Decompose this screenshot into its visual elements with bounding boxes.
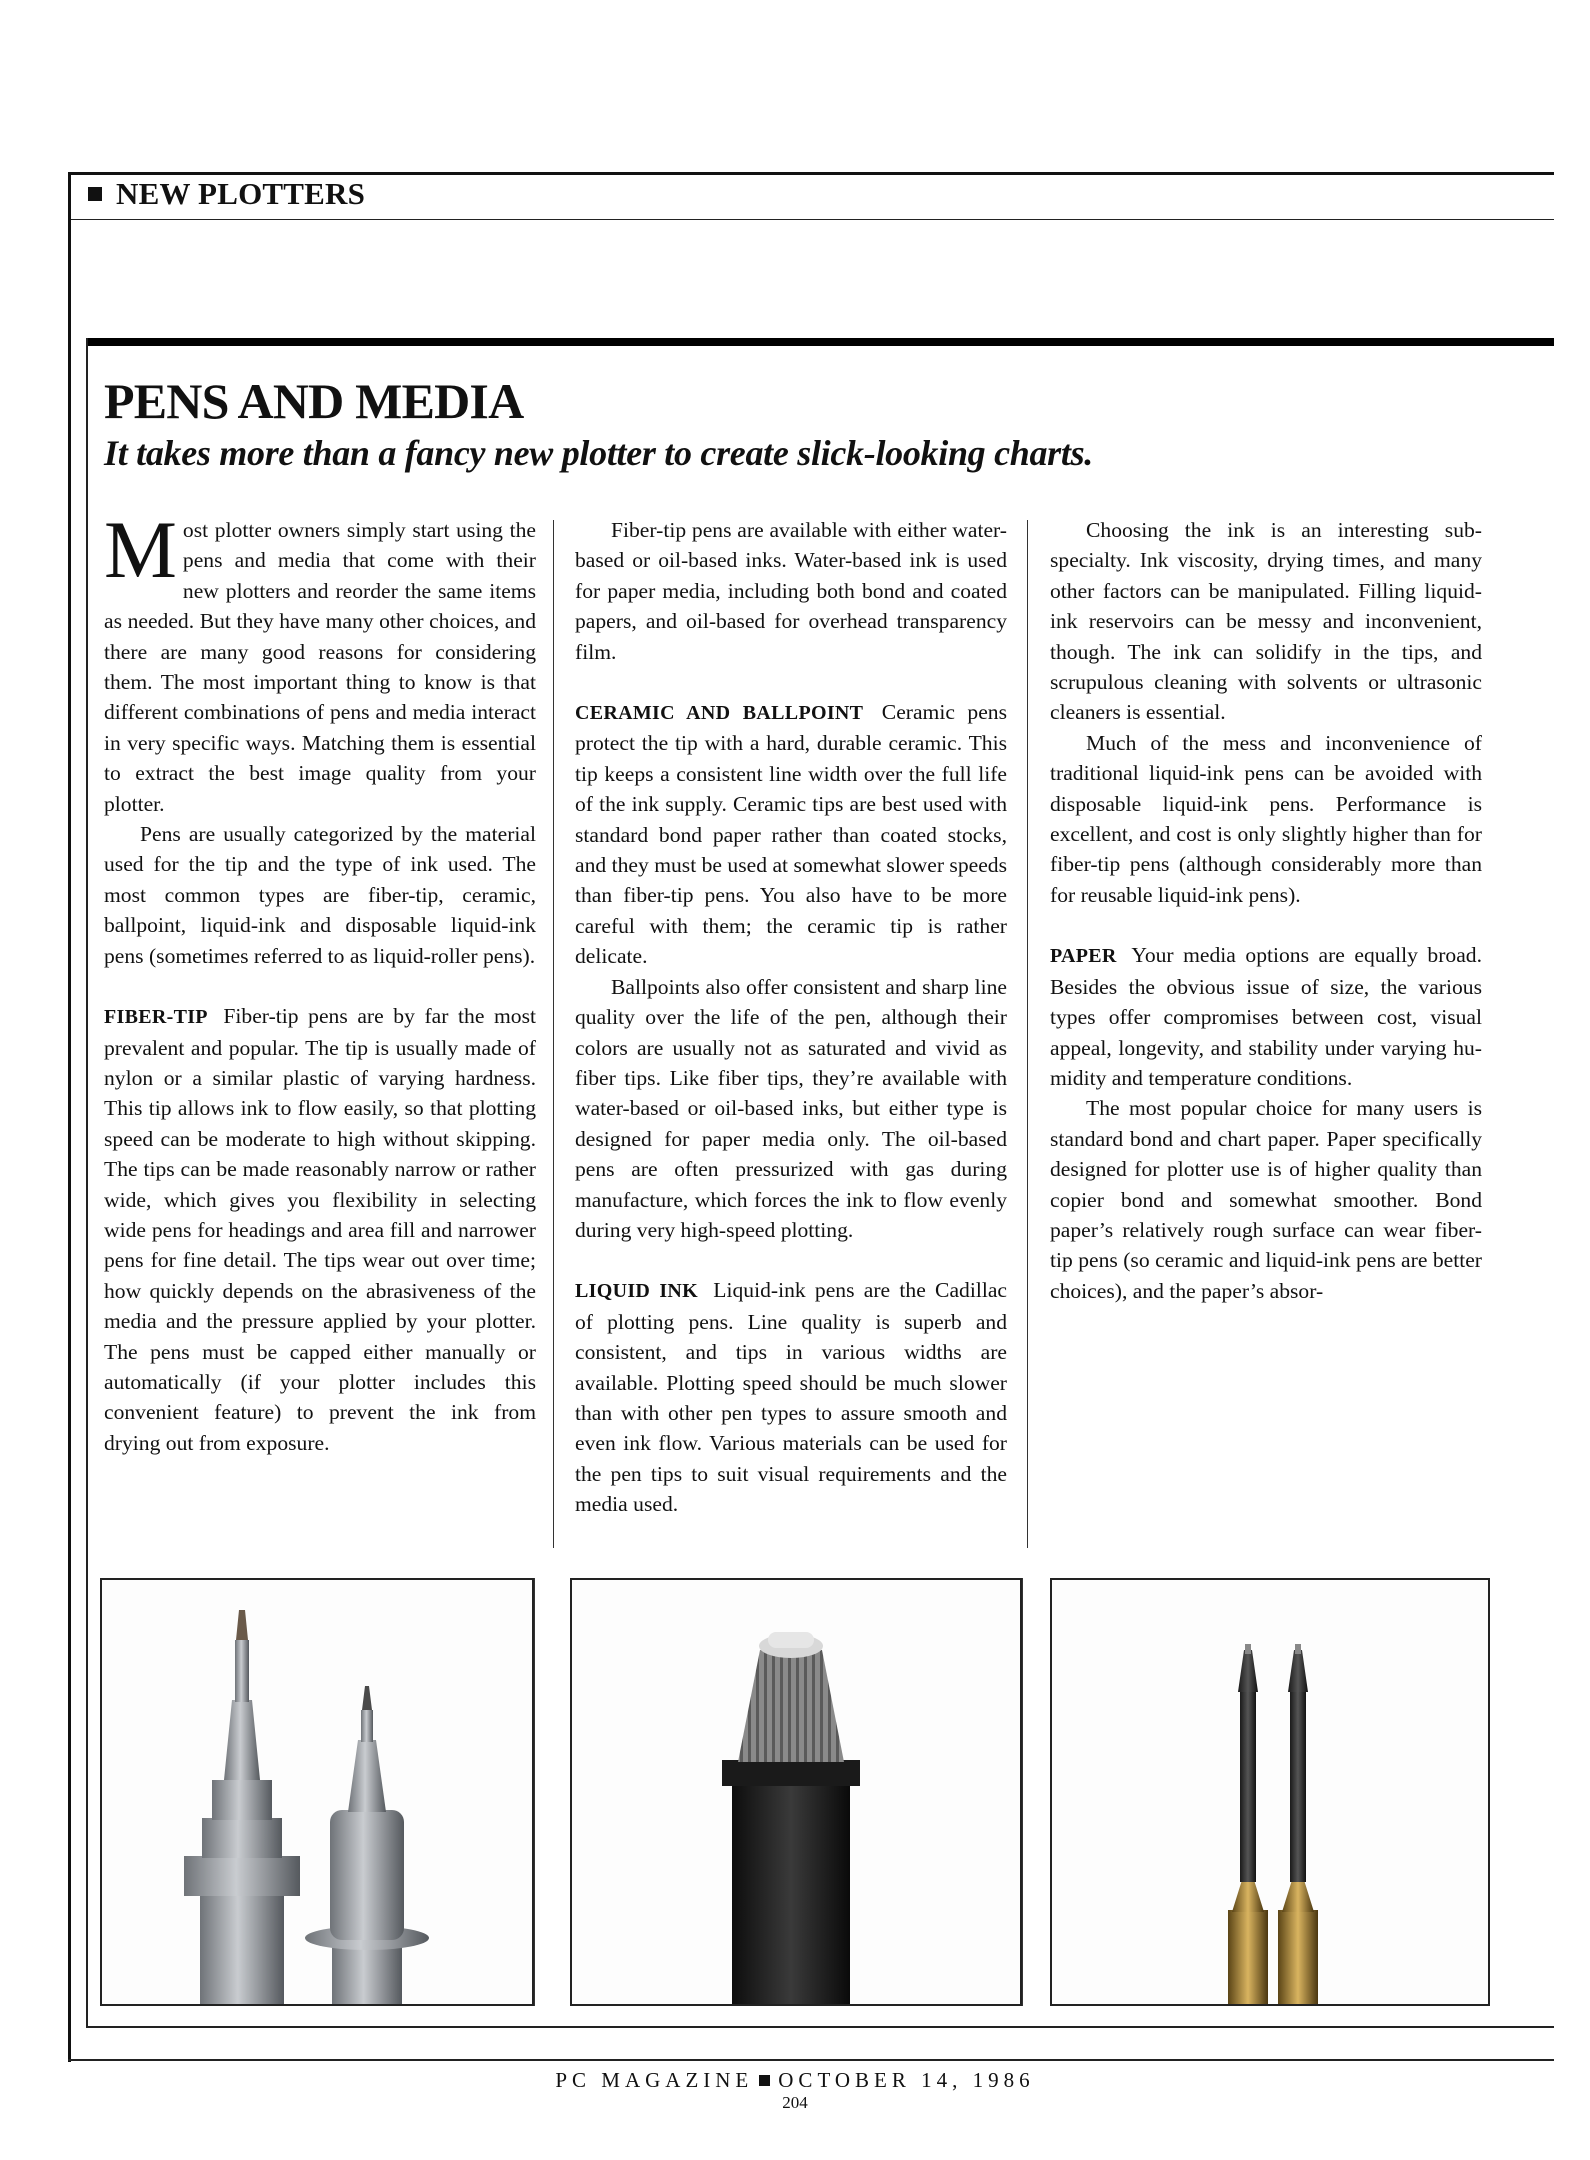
ceramic-paragraph-text: Ceramic pens protect the tip with a hard, durable ceramic. This tip keeps a consistent line width over the full life of the ink supply. Ceramic tips are best used with standard bond paper rather than coated stocks, and they must be used at somewhat slower speeds than fiber-tip pens. You also have to be more careful with them; the ceramic tip is rather delicate. xyxy=(575,700,1008,969)
paper-paragraph-text: Your media options are equally broad. Besides the obvious issue of size, the various types offer compromises between cost, visual appeal, longevity, and stability under varying humidity and temperature conditions. xyxy=(1050,943,1482,1090)
section-underline xyxy=(71,219,1554,220)
ballpoint-paragraph: Ballpoints also offer consistent and sharp line quality over the life of the pen, although their colors are usually not as saturated and vivid as fiber tips. Like fiber tips, they’re available with water-based or oil-based inks, but either type is designed for paper media only. The oil-based pens are often pressurized with gas during manufacture, which forces the ink to flow evenly during very high-speed plotting. xyxy=(575,974,1007,1242)
drop-cap: M xyxy=(104,504,177,595)
fiber-tip-paragraph xyxy=(104,1001,536,1458)
pens-category-paragraph: Pens are usually categorized by the material used for the tip and the type of ink used. The most common types are fiber-tip, ceramic, ballpoint, liquid-ink and disposable liquid-ink pens (sometimes referred to as liquid-roller pens). xyxy=(104,822,536,968)
article-headline: PENS AND MEDIA xyxy=(104,373,524,429)
liquid-ink-pens-photo xyxy=(1050,1578,1490,2006)
ceramic-pen-illustration xyxy=(572,1580,1020,2004)
fiber-tip-inks-paragraph: Fiber-tip pens are available with either water-based or oil-based inks. Water-based ink is used for paper media, including both bond and coated papers, and oil-based for overhead transparency film. xyxy=(575,518,1007,664)
photo-divider-1 xyxy=(534,1578,535,2006)
intro-paragraph xyxy=(104,504,536,819)
text-column-3 xyxy=(1050,515,1482,1306)
ceramic-paragraph xyxy=(575,697,1007,972)
ceramic-ballpoint-heading: CERAMIC AND BALLPOINT xyxy=(575,702,864,725)
paper-heading: PAPER xyxy=(1050,945,1117,968)
fiber-tip-heading: FIBER-TIP xyxy=(104,1006,208,1029)
liquid-ink-heading: LIQUID INK xyxy=(575,1280,699,1303)
disposable-pens-paragraph: Much of the mess and inconvenience of traditional liquid-ink pens can be avoided with disposable liquid-ink pens. Performance is excellent, and cost is only slightly higher than for fiber-tip pens (although considerably more than for reusable liquid-ink pens). xyxy=(1050,730,1482,907)
section-label-text: NEW PLOTTERS xyxy=(116,176,366,211)
issue-date: OCTOBER 14, 1986 xyxy=(778,2068,1035,2092)
section-label xyxy=(88,176,365,212)
fiber-tip-pens-illustration xyxy=(102,1580,532,2004)
magazine-name: PC MAGAZINE xyxy=(555,2068,754,2092)
article-box-left-rule xyxy=(86,338,88,2028)
bond-paper-paragraph: The most popular choice for many users is standard bond and chart paper. Paper specifically designed for plotter use is of higher quality than copier bond and somewhat smoother. Bond paper’s relatively rough surface can wear fiber-tip pens (so ceramic and liquid-ink pens are better choices), and the paper’s absor- xyxy=(1050,1096,1482,1303)
header-rule xyxy=(68,172,1554,175)
page-bottom-rule xyxy=(68,2059,1554,2061)
fiber-tip-pens-photo xyxy=(100,1578,534,2006)
page-footer xyxy=(0,2068,1590,2093)
ink-choice-paragraph: Choosing the ink is an interesting subspecialty. Ink viscosity, drying times, and many other factors can be manipulated. Filling liquid-ink reservoirs can be messy and inconvenient, though. The ink can solidify in the tips, and scrupulous cleaning with solvents or ultrasonic cleaners is essential. xyxy=(1050,518,1482,725)
liquid-ink-paragraph xyxy=(575,1275,1007,1519)
column-divider-2 xyxy=(1027,520,1028,1548)
page-number: 204 xyxy=(782,2093,808,2112)
photo-divider-2 xyxy=(1022,1578,1023,2006)
fiber-tip-paragraph-text: Fiber-tip pens are by far the most prevalent and popular. The tip is usually made of nylon or a similar plastic of varying hardness. This tip allows ink to flow easily, so that plotting speed can be moderate to high without skipping. The tips can be made reasonably narrow or rather wide, which gives you flexibility in selecting wide pens for headings and area fill and narrower pens for fine detail. The tips wear out over time; how quickly depends on the abrasiveness of the media and the pressure applied by your plotter. The pens must be capped either manually or automatically (if your plotter includes this convenient feature) to prevent the ink from drying out from exposure. xyxy=(104,1004,536,1455)
liquid-ink-pens-illustration xyxy=(1052,1580,1488,2004)
article-subhead: It takes more than a fancy new plotter to create slick-looking charts. xyxy=(104,433,1093,473)
paper-paragraph xyxy=(1050,940,1482,1093)
ceramic-pen-photo xyxy=(570,1578,1022,2006)
article-box-bottom-rule xyxy=(86,2026,1554,2028)
intro-paragraph-text: ost plotter owners simply start using the pens and media that come with their new plotters and reorder the same items as needed. But they have many other choices, and there are many good reasons for considering them. The most important thing to know is that different combinations of pens and media interact in very specific ways. Matching them is essential to extract the best image quality from your plotter. xyxy=(104,518,536,816)
footer-bullet-square-icon xyxy=(759,2075,770,2086)
column-divider-1 xyxy=(553,520,554,1548)
liquid-ink-paragraph-text: Liquid-ink pens are the Cadillac of plotting pens. Line quality is superb and consistent, and tips in various widths are available. Plotting speed should be much slower than with other pen types to assure smooth and even ink flow. Various materials can be used for the pen tips to suit visual requirements and the media used. xyxy=(575,1278,1008,1517)
bullet-square-icon xyxy=(88,187,102,201)
text-column-2 xyxy=(575,515,1007,1520)
text-column-1 xyxy=(104,504,536,1458)
left-margin-rule xyxy=(68,172,71,2062)
article-box-top-bar xyxy=(86,338,1554,346)
